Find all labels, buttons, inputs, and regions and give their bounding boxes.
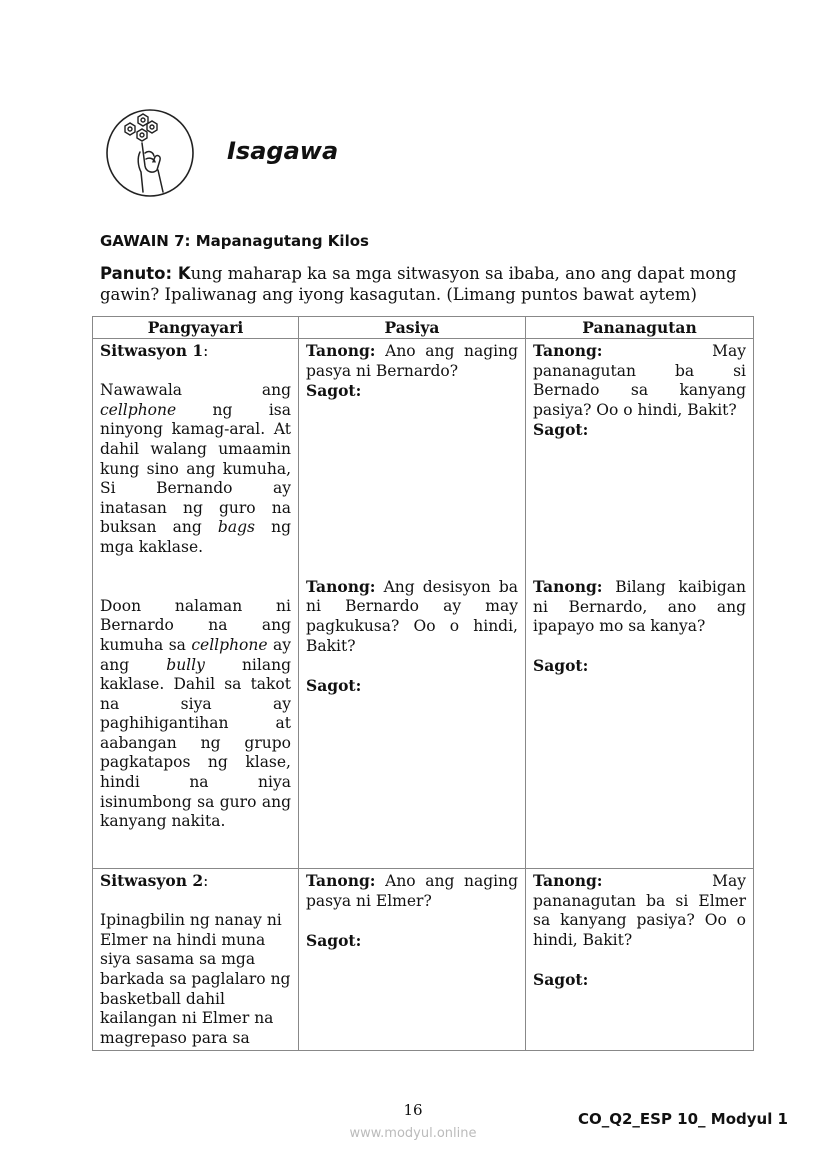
situation-2-text: Ipinagbilin ng nanay ni Elmer na hindi muna siya sasama sa mga barkada sa paglalaro ng basketball dahil kailangan ni Elmer na magrepaso para sa — [100, 911, 291, 1047]
activity-table — [92, 316, 754, 1051]
pasiya-2-answer-label: Sagot: — [306, 675, 362, 695]
situation-1-pananagutan-cell — [526, 339, 754, 869]
pananagutan-1-answer-label: Sagot: — [533, 420, 589, 440]
pasiya-2-question: Tanong: Ang desisyon ba ni Bernardo ay may pagkukusa? Oo o hindi, Bakit? — [306, 576, 518, 655]
situation-2-pasiya-cell — [299, 869, 526, 1051]
header-pananagutan: Pananagutan — [526, 317, 754, 339]
isagawa-logo-icon — [105, 108, 195, 198]
pasiya-3-answer-label: Sagot: — [306, 930, 362, 950]
situation-2-cell — [93, 869, 299, 1051]
situation-1-cell — [93, 339, 299, 869]
module-code: CO_Q2_ESP 10_ Modyul 1 — [577, 1110, 788, 1128]
pasiya-1-answer-label: Sagot: — [306, 381, 362, 401]
pasiya-3-question: Tanong: Ano ang naging pasya ni Elmer? — [306, 871, 518, 910]
table-row-situation-1 — [93, 339, 754, 869]
table-row-situation-2 — [93, 869, 754, 1051]
instructions — [100, 263, 740, 305]
situation-1-pasiya-cell — [299, 339, 526, 869]
situation-1-text-b: Doon nalaman ni Bernardo na ang kumuha sa cellphone ay ang bully nilang kaklase. Dahil sa takot na siya ay paghihigantihan at aabangan ng grupo pagkatapos ng klase, hindi na niya isinumbong sa guro ang kanyang nakita. — [100, 596, 291, 831]
situation-2-pananagutan-cell — [526, 869, 754, 1051]
instructions-label: Panuto: K — [100, 264, 191, 283]
pasiya-1-question: Tanong: Ano ang naging pasya ni Bernardo? — [306, 341, 518, 380]
pananagutan-1-question: Tanong: May pananagutan ba si Bernado sa kanyang pasiya? Oo o hindi, Bakit? — [533, 341, 746, 419]
pananagutan-3-answer-label: Sagot: — [533, 969, 589, 989]
pananagutan-2-answer-label: Sagot: — [533, 656, 589, 676]
pananagutan-3-question: Tanong: May pananagutan ba si Elmer sa kanyang pasiya? Oo o hindi, Bakit? — [533, 871, 746, 949]
header-pangyayari: Pangyayari — [93, 317, 299, 339]
watermark: www.modyul.online — [349, 1126, 477, 1141]
activity-title: GAWAIN 7: Mapanagutang Kilos — [100, 232, 369, 250]
table-header-row — [93, 317, 754, 339]
situation-1-text-a: Nawawala ang cellphone ng isa ninyong kamag-aral. At dahil walang umaamin kung sino ang kumuha, Si Bernando ay inatasan ng guro na buksan ang bags ng mga kaklase. — [100, 381, 291, 556]
instructions-text: ung maharap ka sa mga sitwasyon sa ibaba, ano ang dapat mong gawin? Ipaliwanag ang iyong kasagutan. (Limang puntos bawat aytem) — [100, 264, 737, 304]
page-number: 16 — [403, 1101, 423, 1119]
pananagutan-2-question: Tanong: Bilang kaibigan ni Bernardo, ano ang ipapayo mo sa kanya? — [533, 576, 746, 636]
section-title: Isagawa — [227, 137, 339, 165]
header-pasiya: Pasiya — [299, 317, 526, 339]
situation-1-label: Sitwasyon 1: — [100, 341, 209, 360]
situation-2-label: Sitwasyon 2: — [100, 871, 209, 890]
